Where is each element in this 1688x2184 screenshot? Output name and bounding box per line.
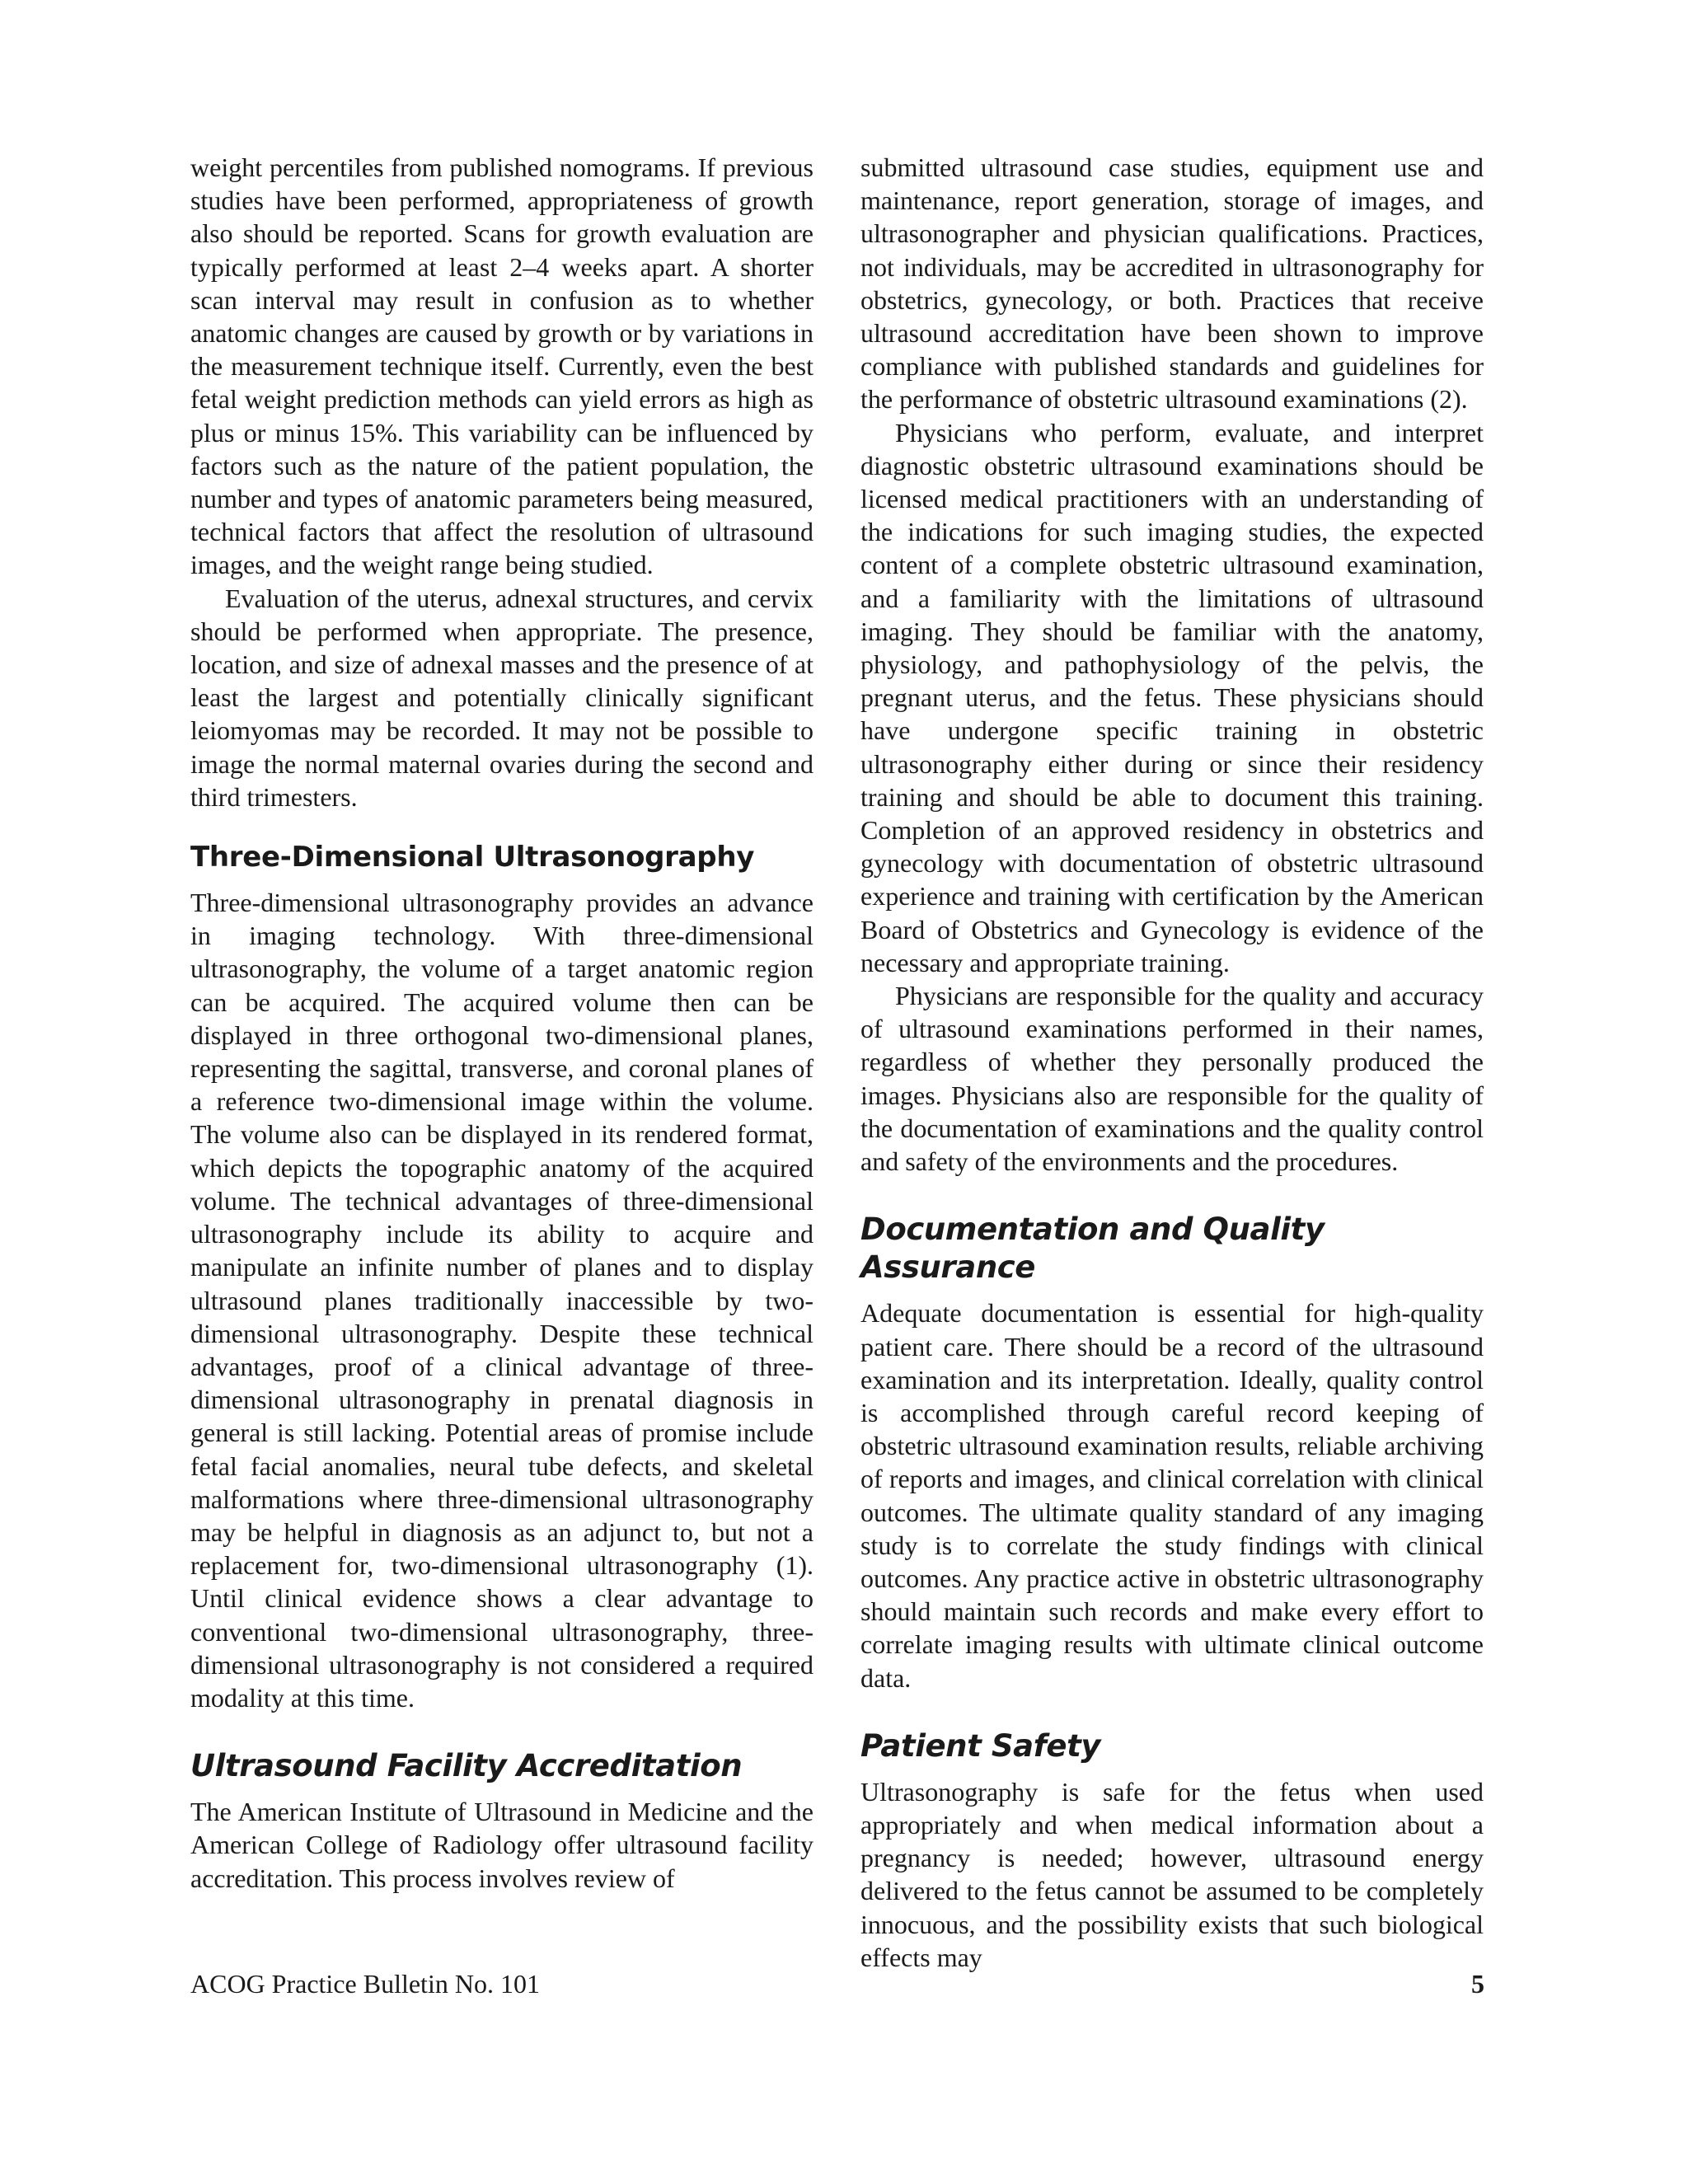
left-column (190, 151, 814, 1895)
paragraph-accreditation-continued: submitted ultrasound case studies, equipment use and maintenance, report generation, storage of images, and ultrasonographer and physician qualifications. Practices, not individuals, may be accredited in ultrasonography for obstetrics, gynecology, or both. Practices that receive ultrasound accreditation have been shown to improve compliance with published standards and guidelines for the performance of obstetric ultrasound examinations (2). (860, 152, 1484, 415)
paragraph-physician-qualifications: Physicians who perform, evaluate, and interpret diagnostic obstetric ultrasound examinations should be licensed medical practitioners with an understanding of the indications for such imaging studies, the expected content of a complete obstetric ultrasound examination, and a familiarity with the limitations of ultrasound imaging. They should be familiar with the anatomy, physiology, and pathophysiology of the pelvis, the pregnant uterus, and the fetus. These physicians should have undergone specific training in obstetric ultrasonography either during or since their residency training and should be able to document this training. Completion of an approved residency in obstetrics and gynecology with documentation of obstetric ultrasound experience and training with certification by the American Board of Obstetrics and Gynecology is evidence of the necessary and appropriate training. (860, 417, 1484, 977)
right-column (860, 151, 1484, 1974)
footer-journal-title: ACOG Practice Bulletin No. 101 (190, 1969, 540, 1999)
paragraph-uterus-evaluation: Evaluation of the uterus, adnexal structures, and cervix should be performed when appropriate. The presence, location, and size of adnexal masses and the presence of at least the largest and potentially clinically significant leiomyomas may be recorded. It may not be possible to image the normal maternal ovaries during the second and third trimesters. (190, 583, 814, 812)
paragraph-physician-responsibility: Physicians are responsible for the quality and accuracy of ultrasound examinations performed in their names, regardless of whether they personally produced the images. Physicians also are responsible for the quality of the documentation of examinations and the quality control and safety of the environments and the procedures. (860, 981, 1484, 1177)
paragraph-growth-evaluation: weight percentiles from published nomograms. If previous studies have been performed, appropriateness of growth also should be reported. Scans for growth evaluation are typically performed at least 2–4 weeks apart. A shorter scan interval may result in confusion as to whether anatomic changes are caused by growth or by variations in the measurement technique itself. Currently, even the best fetal weight prediction methods can yield errors as high as plus or minus 15%. This variability can be influenced by factors such as the nature of the patient population, the number and types of anatomic parameters being measured, technical factors that affect the resolution of ultrasound images, and the weight range being studied. (190, 152, 814, 580)
footer-page-number: 5 (1471, 1969, 1484, 1999)
paragraph-accreditation-intro: The American Institute of Ultrasound in Medicine and the American College of Radiology offer ultrasound facility accreditation. This process involves review of (190, 1797, 814, 1893)
paragraph-three-dimensional: Three-dimensional ultrasonography provides an advance in imaging technology. With three-dimensional ultrasonography, the volume of a target anatomic region can be acquired. The acquired volume then can be displayed in three orthogonal two-dimensional planes, representing the sagittal, transverse, and coronal planes of a reference two-dimensional image within the volume. The volume also can be displayed in its rendered format, which depicts the topographic anatomy of the acquired volume. The technical advantages of three-dimensional ultrasonography include its ability to acquire and manipulate an infinite number of planes and to display ultrasound planes traditionally inaccessible by two-dimensional ultrasonography. Despite these technical advantages, proof of a clinical advantage of three-dimensional ultrasonography in prenatal diagnosis in general is still lacking. Potential areas of promise include fetal facial anomalies, neural tube defects, and skeletal malformations where three-dimensional ultrasonography may be helpful in diagnosis as an adjunct to, but not a replacement for, two-dimensional ultrasonography (1). Until clinical evidence shows a clear advantage to conventional two-dimensional ultrasonography, three-dimensional ultrasonography is not considered a required modality at this time. (190, 888, 814, 1713)
page-footer (190, 1966, 1484, 2002)
heading-facility-accreditation: Ultrasound Facility Accreditation (190, 1748, 743, 1784)
paragraph-documentation: Adequate documentation is essential for high-quality patient care. There should be a record of the ultrasound examination and its interpretation. Ideally, quality control is accomplished through careful record keeping of obstetric ultrasound examination results, reliable archiving of reports and images, and clinical correlation with clinical outcomes. The ultimate quality standard of any imaging study is to correlate the study findings with clinical outcomes. Any practice active in obstetric ultrasonography should maintain such records and make every effort to correlate imaging results with ultimate clinical outcome data. (860, 1298, 1484, 1693)
heading-documentation-quality: Documentation and Quality Assurance (860, 1212, 1325, 1286)
paragraph-patient-safety: Ultrasonography is safe for the fetus when used appropriately and when medical information about a pregnancy is needed; however, ultrasound energy delivered to the fetus cannot be assumed to be completely innocuous, and the possibility exists that such biological effects may (860, 1776, 1484, 1972)
heading-three-dimensional: Three-Dimensional Ultrasonography (190, 841, 755, 874)
heading-patient-safety: Patient Safety (860, 1727, 1101, 1764)
